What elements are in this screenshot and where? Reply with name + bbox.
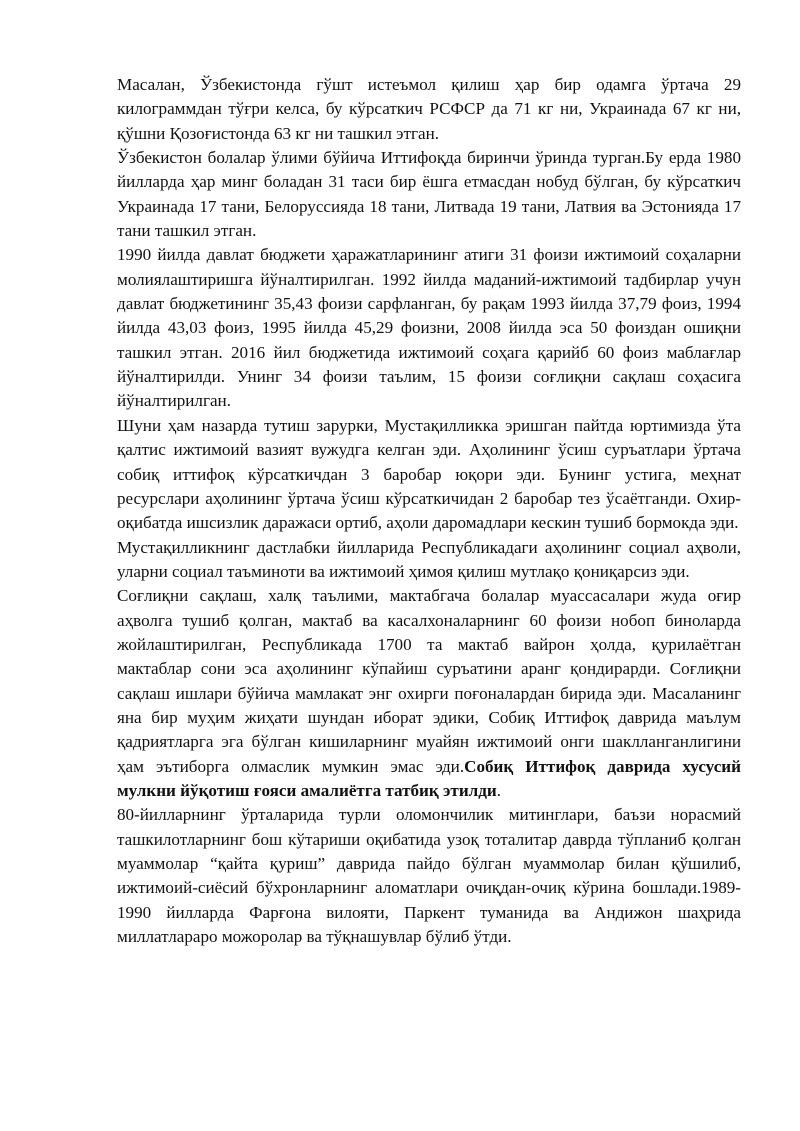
paragraph-child-mortality <box>117 146 741 243</box>
paragraph-state-budget <box>117 243 741 413</box>
document-page <box>117 73 741 949</box>
paragraph-text: Масалан, Ўзбекистонда гўшт истеъмол қилиш ҳар бир одамга ўртача 29 килограммдан тўғри келса, бу кўрсаткич РСФСР да 71 кг ни, Украинада 67 кг ни, қўшни Қозоғистонда 63 кг ни ташкил этган. <box>117 75 741 143</box>
paragraph-bold-statement: Собиқ Иттифоқ даврида хусусий мулкни йўқотиш ғояси амалиётга татбиқ этилди <box>117 756 741 800</box>
paragraph-early-independence <box>117 536 741 585</box>
paragraph-text: Ўзбекистон болалар ўлими бўйича Иттифоқда биринчи ўринда турган.Бу ерда 1980 йилларда ҳар минг боладан 31 таси бир ёшга етмасдан нобуд бўлган, бу кўрсаткич Украинада 17 тани, Белоруссияда 18 тани, Литвада 19 тани, Латвия ва Эстонияда 17 тани ташкил этган. <box>117 148 741 241</box>
paragraph-meat-consumption <box>117 73 741 146</box>
paragraph-text: Соғлиқни сақлаш, халқ таълими, мактабгача болалар муассасалари жуда оғир аҳволга тушиб қолган, мактаб ва касалхоналарнинг 60 фоизи нобоп биноларда жойлаштирилган, Республикада 1700 та мактаб вайрон ҳолда, қурилаётган мактаблар сони эса аҳолининг кўпайиш суръатини аранг қондирарди. Соғлиқни сақлаш ишлари бўйича мамлакат энг охирги поғоналардан бирида эди. Масаланинг яна бир муҳим жиҳати шундан иборат эдики, Собиқ Иттифоқ даврида маълум қадриятларга эга бўлган кишиларнинг муайян ижтимоий онги шаклланганлигини ҳам эътиборга олмаслик мумкин эмас эди. <box>117 586 741 776</box>
paragraph-text: Мустақилликнинг дастлабки йилларида Республикадаги аҳолининг социал аҳволи, уларни социал таъминоти ва ижтимоий ҳимоя қилиш мутлақо қониқарсиз эди. <box>117 537 741 581</box>
paragraph-healthcare-education <box>117 584 741 803</box>
paragraph-text: 1990 йилда давлат бюджети ҳаражатларининг атиги 31 фоизи ижтимоий соҳаларни молиялаштиришга йўналтирилган. 1992 йилда маданий-ижтимоий тадбирлар учун давлат бюджетининг 35,43 фоизи сарфланган, бу рақам 1993 йилда 37,79 фоиз, 1994 йилда 43,03 фоиз, 1995 йилда 45,29 фоизни, 2008 йилда эса 50 фоиздан ошиқни ташкил этган. 2016 йил бюджетида ижтимоий соҳага қарийб 60 фоиз маблағлар йўналтирилди. Унинг 34 фоизи таълим, 15 фоизи соғлиқни сақлаш соҳасига йўналтирилган. <box>117 245 741 411</box>
paragraph-text: Шуни ҳам назарда тутиш зарурки, Мустақилликка эришган пайтда юртимизда ўта қалтис ижтимоий вазият вужудга келган эди. Аҳолининг ўсиш суръатлари ўртача собиқ иттифоқ кўрсаткичдан 3 баробар юқори эди. Бунинг устига, меҳнат ресурслари аҳолининг ўртача ўсиш кўрсаткичидан 2 баробар тез ўсаётганди. Охир-оқибатда ишсизлик даражаси ортиб, аҳоли даромадлари кескин тушиб бормокда эди. <box>117 415 741 533</box>
paragraph-text: 80-йилларнинг ўрталарида турли оломончилик митинглари, баъзи норасмий ташкилотларнинг бош кўтариши оқибатида узоқ тоталитар даврда тўпланиб қолган муаммолар “қайта қуриш” даврида пайдо бўлган муаммолар билан қўшилиб, ижтимоий-сиёсий бўхронларнинг аломатлари очиқдан-очиқ кўрина бошлади.1989-1990 йилларда Фарғона вилояти, Паркент туманида ва Андижон шаҳрида миллатлараро можоролар ва тўқнашувлар бўлиб ўтди. <box>117 805 741 947</box>
paragraph-social-situation <box>117 414 741 536</box>
paragraph-late-80s-unrest <box>117 803 741 949</box>
paragraph-tail: . <box>496 780 502 800</box>
